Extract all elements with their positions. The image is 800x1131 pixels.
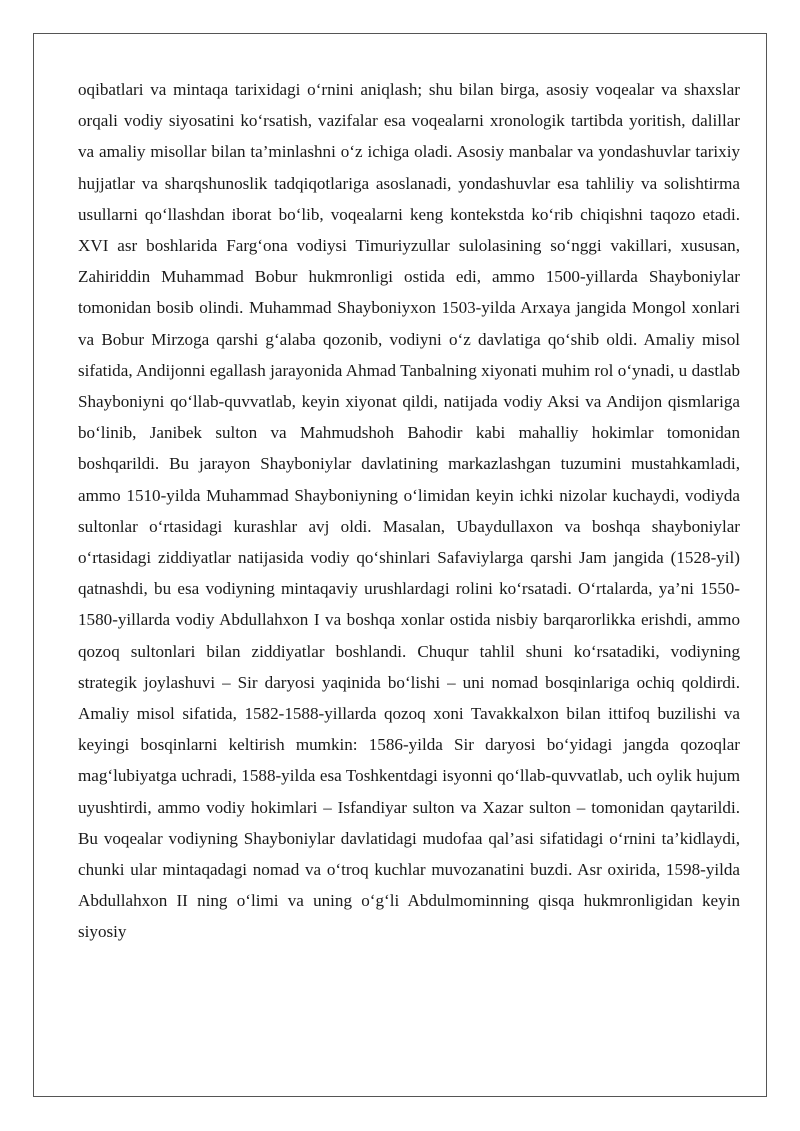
- body-paragraph: oqibatlari va mintaqa tarixidagi o‘rnini aniqlash; shu bilan birga, asosiy voqealar va shaxslar orqali vodiy siyosatini ko‘rsatish, vazifalar esa voqealarni xronologik tartibda yoritish, dalillar va amaliy misollar bilan ta’minlashni o‘z ichiga oladi. Asosiy manbalar va yondashuvlar tarixiy hujjatlar va sharqshunoslik tadqiqotlariga asoslanadi, yondashuvlar esa tahliliy va solishtirma usullarni qo‘llashdan iborat bo‘lib, voqealarni keng kontekstda ko‘rib chiqishni taqozo etadi. XVI asr boshlarida Farg‘ona vodiysi Timuriyzullar sulolasining so‘nggi vakillari, xususan, Zahiriddin Muhammad Bobur hukmronligi ostida edi, ammo 1500-yillarda Shayboniylar tomonidan bosib olindi. Muhammad Shayboniyxon 1503-yilda Arxaya jangida Mongol xonlari va Bobur Mirzoga qarshi g‘alaba qozonib, vodiyni o‘z davlatiga qo‘shib oldi. Amaliy misol sifatida, Andijonni egallash jarayonida Ahmad Tanbalning xiyonati muhim rol o‘ynadi, u dastlab Shayboniyni qo‘llab-quvvatlab, keyin xiyonat qildi, natijada vodiy Aksi va Andijon qismlariga bo‘linib, Janibek sulton va Mahmudshoh Bahodir kabi mahalliy hokimlar tomonidan boshqarildi. Bu jarayon Shayboniylar davlatining markazlashgan tuzumini mustahkamladi, ammo 1510-yilda Muhammad Shayboniyning o‘limidan keyin ichki nizolar kuchaydi, vodiyda sultonlar o‘rtasidagi kurashlar avj oldi. Masalan, Ubaydullaxon va boshqa shayboniylar o‘rtasidagi ziddiyatlar natijasida vodiy qo‘shinlari Safaviylarga qarshi Jam jangida (1528-yil) qatnashdi, bu esa vodiyning mintaqaviy urushlardagi rolini ko‘rsatadi. O‘rtalarda, ya’ni 1550-1580-yillarda vodiy Abdullahxon I va boshqa xonlar ostida nisbiy barqarorlikka erishdi, ammo qozoq sultonlari bilan ziddiyatlar boshlandi. Chuqur tahlil shuni ko‘rsatadiki, vodiyning strategik joylashuvi – Sir daryosi yaqinida bo‘lishi – uni nomad bosqinlariga ochiq qoldirdi. Amaliy misol sifatida, 1582-1588-yillarda qozoq xoni Tavakkalxon bilan ittifoq buzilishi va keyingi bosqinlarni keltirish mumkin: 1586-yilda Sir daryosi bo‘yidagi jangda qozoqlar mag‘lubiyatga uchradi, 1588-yilda esa Toshkentdagi isyonni qo‘llab-quvvatlab, uch oylik hujum uyushtirdi, ammo vodiy hokimlari – Isfandiyar sulton va Xazar sulton – tomonidan qaytarildi. Bu voqealar vodiyning Shayboniylar davlatidagi mudofaa qal’asi sifatidagi o‘rnini ta’kidlaydi, chunki ular mintaqadagi nomad va o‘troq kuchlar muvozanatini buzdi. Asr oxirida, 1598-yilda Abdullahxon II ning o‘limi va uning o‘g‘li Abdulmominning qisqa hukmronligidan keyin siyosiy: [78, 80, 740, 942]
